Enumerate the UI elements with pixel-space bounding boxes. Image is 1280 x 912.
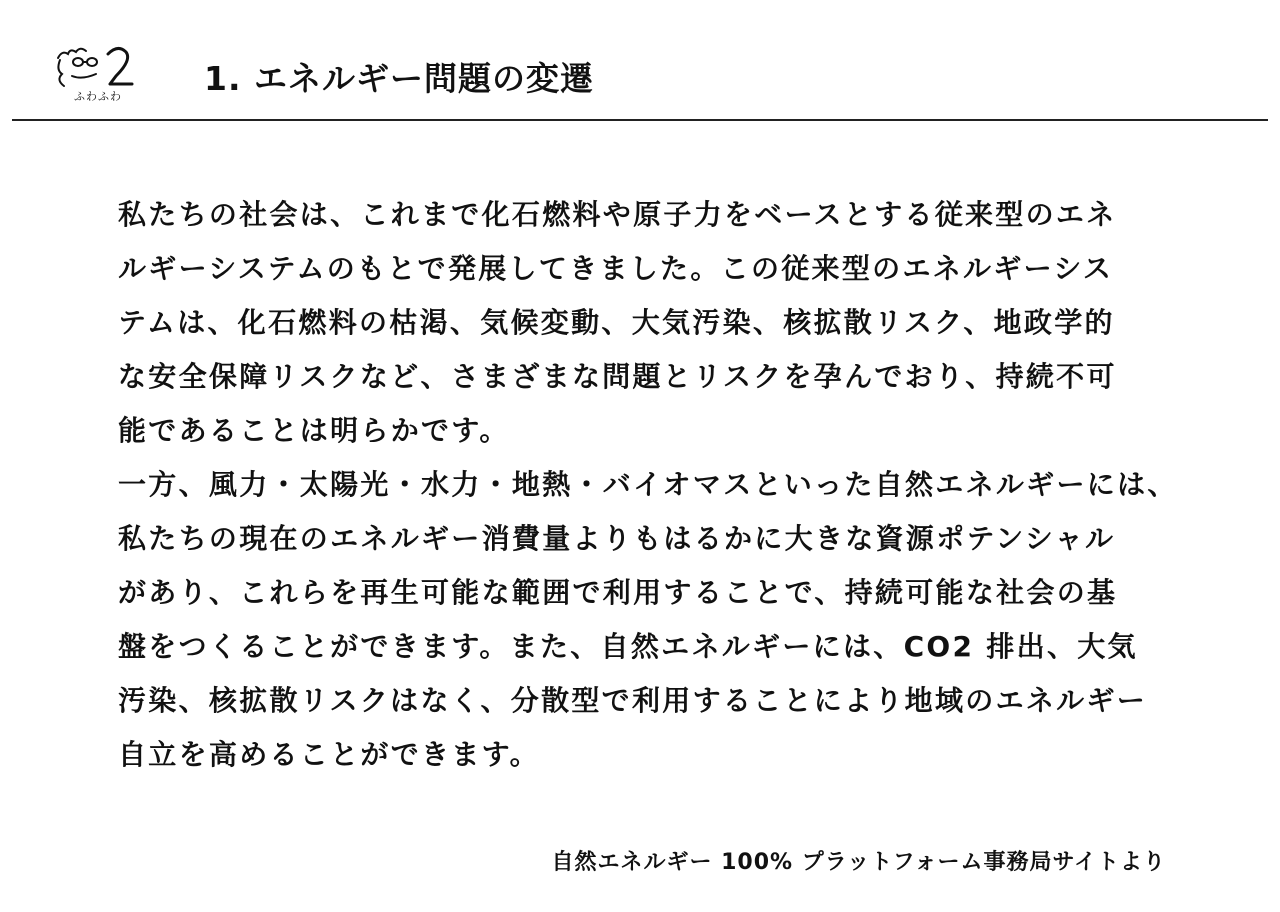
source-citation: 自然エネルギー 100% プラットフォーム事務局サイトより bbox=[551, 850, 1166, 875]
text-line: ルギーシステムのもとで発展してきました。この従来型のエネルギーシス bbox=[118, 252, 1114, 285]
text-line: 能であることは明らかです。 bbox=[118, 414, 510, 447]
header-divider bbox=[12, 119, 1268, 121]
text-line: 私たちの現在のエネルギー消費量よりもはるかに大きな資源ポテンシャル bbox=[118, 522, 1116, 555]
main-paragraph bbox=[118, 188, 1178, 782]
page-title: 1. エネルギー問題の変遷 bbox=[204, 59, 594, 98]
text-line: 私たちの社会は、これまで化石燃料や原子力をベースとする従来型のエネ bbox=[118, 198, 1117, 231]
text-line: な安全保障リスクなど、さまざまな問題とリスクを孕んでおり、持続不可 bbox=[118, 360, 1117, 393]
text-line: テムは、化石燃料の枯渇、気候変動、大気汚染、核拡散リスク、地政学的 bbox=[118, 306, 1115, 339]
brand-logo bbox=[52, 40, 140, 104]
text-line: 盤をつくることができます。また、自然エネルギーには、CO2 排出、大気 bbox=[118, 630, 1138, 663]
text-line: 自立を高めることができます。 bbox=[118, 738, 540, 771]
text-line: 汚染、核拡散リスクはなく、分散型で利用することにより地域のエネルギー bbox=[118, 684, 1148, 717]
logo-caption: ふわふわ bbox=[74, 90, 122, 103]
text-line: 一方、風力・太陽光・水力・地熱・バイオマスといった自然エネルギーには、 bbox=[118, 468, 1178, 501]
text-line: があり、これらを再生可能な範囲で利用することで、持続可能な社会の基 bbox=[118, 576, 1118, 609]
